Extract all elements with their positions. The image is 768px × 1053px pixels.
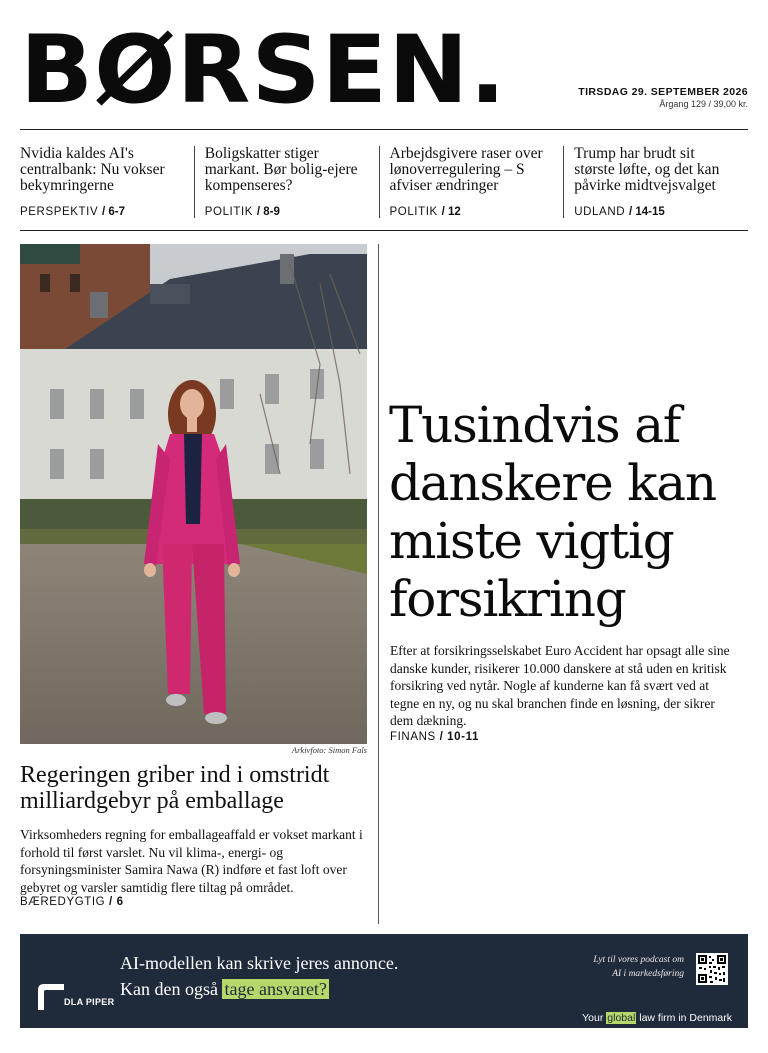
- divider-rule: [20, 129, 748, 130]
- issue-date: TIRSDAG 29. SEPTEMBER 2026: [578, 86, 748, 98]
- teaser-section: [390, 206, 461, 218]
- qr-code-icon[interactable]: [696, 953, 728, 985]
- page-reference: / 14-15: [628, 206, 665, 218]
- teaser-headline[interactable]: Trump har brudt sit største løfte, og det kan påvirke midtvejsvalget: [574, 145, 720, 194]
- dla-piper-logo-icon: [36, 982, 66, 1012]
- borsen-logo[interactable]: BØRSEN.: [20, 16, 507, 125]
- masthead: [20, 16, 748, 125]
- ad-line-2: [120, 979, 329, 1000]
- tagline-highlight: global: [607, 1012, 636, 1024]
- teaser-section: [20, 206, 125, 218]
- article-headline[interactable]: Regeringen griber ind i omstridt milliardgebyr på emballage: [20, 762, 330, 814]
- tagline-text: Your: [582, 1012, 607, 1024]
- podcast-line: AI i markedsføring: [612, 969, 684, 979]
- tagline-text: law firm in Denmark: [636, 1012, 732, 1024]
- article-lead: Virksomheders regning for emballageaffald er vokset markant i forhold til først varslet. Nu vil klima-, energi- og forsyningsminister Samira Nawa (R) indføre et fast loft over gebyret og varsler samtidig flere tiltag på området.: [20, 827, 363, 895]
- section-label: POLITIK: [204, 206, 254, 218]
- section-label: BÆREDYGTIG: [20, 896, 106, 908]
- main-section: [390, 731, 479, 743]
- podcast-line: Lyt til vores podcast om: [593, 955, 684, 965]
- ad-line-2-text: Kan den også: [120, 979, 223, 999]
- photo-illustration: [20, 244, 367, 744]
- ad-highlight: tage ansvaret?: [224, 979, 327, 999]
- section-label: POLITIK: [389, 206, 438, 218]
- section-label: PERSPEKTIV: [20, 206, 99, 218]
- article-section: [20, 896, 124, 908]
- dateline: [578, 86, 748, 109]
- divider-rule: [20, 230, 748, 231]
- teaser-section: [205, 206, 280, 218]
- teaser-bar: [20, 146, 748, 218]
- page-reference: / 6-7: [102, 206, 126, 218]
- lead-photo[interactable]: [20, 244, 367, 744]
- main-lead: Efter at forsikringsselskabet Euro Accident har opsagt alle sine danske kunder, risikerer 10.000 danskere at stå uden en kritisk forsikring ved nytår. Nogle af kunderne kan få svært ved at tegne en ny, og nu skal branchen finde en løsning, der sikrer dem dækning.: [390, 643, 730, 728]
- teaser-section: [574, 206, 665, 218]
- teaser-headline[interactable]: Boligskatter stiger markant. Bør bolig-ejere kompenseres?: [204, 145, 358, 194]
- column-divider: [378, 244, 379, 924]
- edition-info: Årgang 129 / 39,00 kr.: [659, 99, 748, 109]
- page-reference: / 10-11: [439, 731, 479, 743]
- page-reference: / 6: [109, 896, 124, 908]
- ad-brand: DLA PIPER: [64, 997, 115, 1007]
- teaser-headline[interactable]: Nvidia kaldes AI's centralbank: Nu vokser bekymringerne: [20, 145, 165, 194]
- section-label: FINANS: [390, 731, 436, 743]
- ad-podcast-text: [593, 953, 684, 981]
- teaser-item[interactable]: [563, 146, 748, 218]
- section-label: UDLAND: [574, 206, 626, 218]
- ad-line-1: AI-modellen kan skrive jeres annonce.: [120, 953, 399, 973]
- main-headline[interactable]: Tusindvis af danskere kan miste vigtig forsikring: [389, 396, 716, 628]
- teaser-item[interactable]: [194, 146, 379, 218]
- advertisement-banner[interactable]: [20, 934, 748, 1028]
- teaser-item[interactable]: [20, 146, 194, 218]
- teaser-item[interactable]: [379, 146, 564, 218]
- page-reference: / 8-9: [256, 206, 280, 218]
- page-reference: / 12: [441, 206, 461, 218]
- teaser-headline[interactable]: Arbejdsgivere raser over lønoverregulering – S afviser ændringer: [389, 145, 543, 194]
- photo-credit: Arkivfoto: Simon Fals: [291, 745, 367, 755]
- ad-tagline: [582, 1012, 732, 1024]
